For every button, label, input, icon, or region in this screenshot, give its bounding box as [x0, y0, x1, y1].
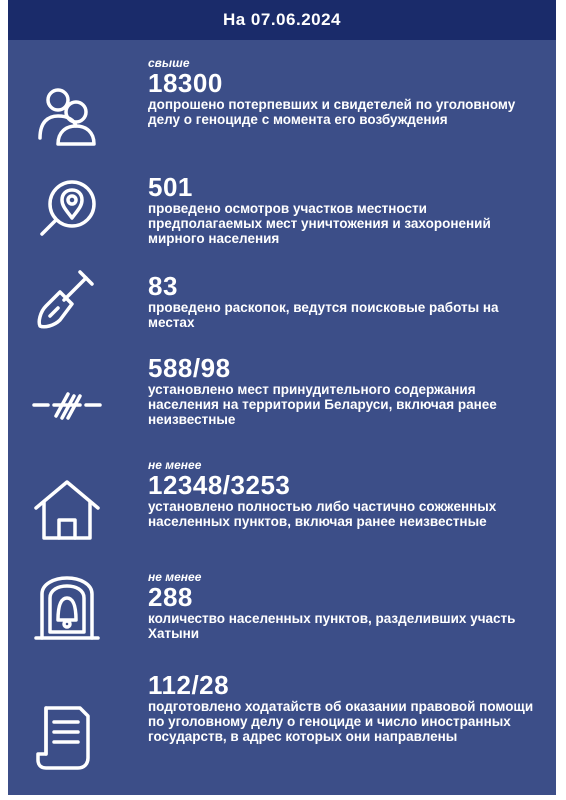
stat-value: 83 [148, 271, 178, 301]
infographic-panel [8, 0, 556, 795]
stat-value: 18300 [148, 68, 223, 98]
stat-description: проведено раскопок, ведутся поисковые работы на местах [148, 300, 499, 330]
people-icon [30, 78, 104, 152]
date-header: На 07.06.2024 [8, 0, 556, 40]
stat-value: 288 [148, 582, 193, 612]
stat-prefix: не менее [148, 570, 202, 584]
stat-description: установлено полностью либо частично сожженных населенных пунктов, включая ранее неизвестные [148, 499, 497, 529]
location-search-icon [30, 172, 104, 246]
shovel-icon [30, 262, 104, 336]
barbed-wire-icon [30, 368, 104, 442]
stat-value: 501 [148, 172, 193, 202]
stat-value: 12348/3253 [148, 470, 291, 500]
stat-description: проведено осмотров участков местности предполагаемых мест уничтожения и захоронений мирного населения [148, 201, 491, 246]
stat-description: установлено мест принудительного содержания населения на территории Беларуси, включая ранее неизвестные [148, 382, 497, 427]
document-icon [30, 700, 104, 774]
stat-value: 112/28 [148, 670, 230, 700]
stat-prefix: свыше [148, 56, 190, 70]
stat-description: допрошено потерпевших и свидетелей по уголовному делу о геноциде с момента его возбуждения [148, 97, 516, 127]
bell-memorial-icon [30, 572, 104, 646]
stat-prefix: не менее [148, 458, 202, 472]
house-icon [30, 474, 104, 548]
stat-description: подготовлено ходатайств об оказании правовой помощи по уголовному делу о геноциде и число иностранных государств, в адрес которых они направлены [148, 699, 534, 744]
stat-value: 588/98 [148, 353, 231, 383]
stat-description: количество населенных пунктов, разделивших участь Хатыни [148, 611, 516, 641]
